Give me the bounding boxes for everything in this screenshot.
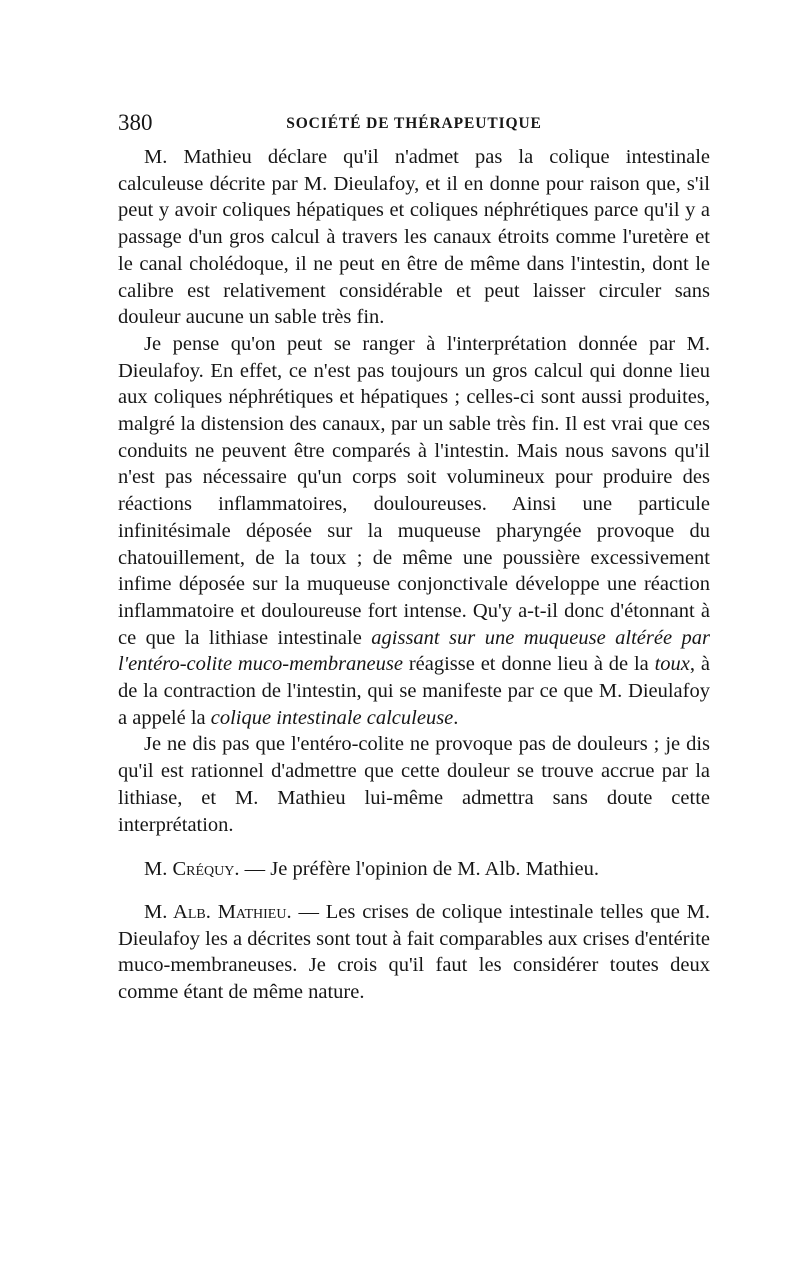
body-text xyxy=(118,144,710,1006)
running-title: SOCIÉTÉ DE THÉRAPEUTIQUE xyxy=(286,115,542,132)
speaker-remark: — Je préfère l'opinion de M. Alb. Mathieu. xyxy=(239,858,600,881)
running-header xyxy=(118,108,710,142)
paragraph-entero-colite: Je ne dis pas que l'entéro-colite ne provoque pas de douleurs ; je dis qu'il est rationnel d'admettre que cette douleur se trouve accrue par la lithiase, et M. Mathieu lui-même admettra sans doute cette interprétation. xyxy=(118,733,710,836)
speaker-remark: — Les crises de colique intestinale telles que M. Dieulafoy les a décrites sont tout à fait comparables aux crises d'entérite muco-membraneuses. Je crois qu'il faut les considérer toutes deux comme étant de même nature. xyxy=(118,900,710,1004)
speaker-name: M. Alb. Mathieu. xyxy=(144,900,292,923)
paragraph-crequy-remark xyxy=(118,856,710,883)
italic-phrase: agissant sur une muqueuse altérée par l'entéro-colite muco-membraneuse xyxy=(118,626,710,676)
italic-phrase: toux xyxy=(654,653,690,676)
page-number: 380 xyxy=(118,110,153,135)
paragraph-dieulafoy-interpretation xyxy=(118,331,710,732)
paragraph-mathieu-report: M. Mathieu déclare qu'il n'admet pas la colique intestinale calculeuse décrite par M. Dieulafoy, et il en donne pour raison que, s'il peut y avoir coliques hépatiques et coliques néphrétiques parce qu'il y a passage d'un gros calcul à travers les canaux étroits comme l'uretère et le canal cholédoque, il ne peut en être de même dans l'intestin, dont le calibre est relativement considérable et peut laisser circuler sans douleur aucune un sable très fin. xyxy=(118,146,710,329)
speaker-name: M. Créquy. xyxy=(144,858,240,881)
document-page xyxy=(118,108,710,1006)
paragraph-mathieu-reply xyxy=(118,899,710,1006)
italic-phrase: colique intestinale calculeuse xyxy=(210,706,454,729)
paragraph-text: Je pense qu'on peut se ranger à l'interprétation donnée par M. Dieulafoy. En effet, ce n'est pas toujours un gros calcul qui donne lieu aux coliques néphrétiques et hépatiques ; celles-ci sont aussi produites, malgré la distension des canaux, par un sable très fin. Il est vrai que ces conduits ne peuvent être comparés à l'intestin. Mais nous savons qu'il n'est pas nécessaire qu'un corps soit volumineux pour produire des réactions inflammatoires, douloureuses. Ainsi une particule infinitésimale déposée sur la muqueuse pharyngée provoque du chatouillement, de la toux ; de même une poussière excessivement infime déposée sur la muqueuse conjonctivale développe une réaction inflammatoire et douloureuse fort intense. Qu'y a-t-il donc d'étonnant à ce que la lithiase intestinale xyxy=(118,332,710,649)
paragraph-text: , à de la contraction de l'intestin, qui se manifeste par ce que M. Dieulafoy a appelé la xyxy=(118,653,710,729)
paragraph-text: . xyxy=(453,706,459,729)
paragraph-text: réagisse et donne lieu à de la xyxy=(402,653,655,676)
